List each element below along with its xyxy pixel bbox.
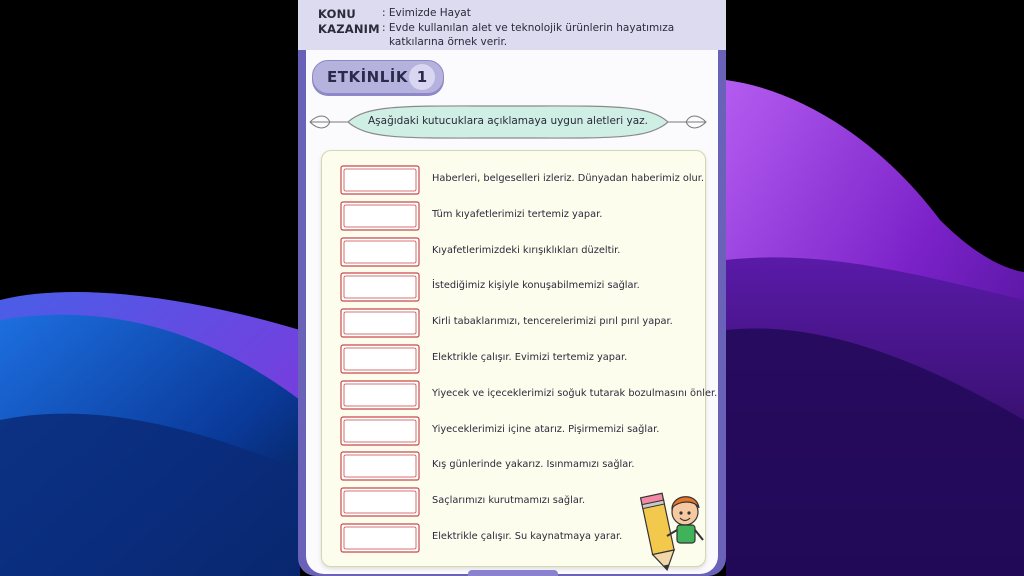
- answer-box[interactable]: [340, 272, 420, 302]
- row-description: Kirli tabaklarımızı, tencerelerimizi pırıl pırıl yapar.: [432, 316, 673, 328]
- activity-badge: [312, 60, 444, 94]
- row-description: Kıyafetlerimizdeki kırışıklıkları düzeltir.: [432, 244, 621, 256]
- worksheet-row: [340, 237, 700, 267]
- row-description: Haberleri, belgeselleri izleriz. Dünyadan haberimiz olur.: [432, 173, 704, 184]
- worksheet-row: [340, 201, 700, 231]
- pencil-kid-icon: [633, 486, 711, 572]
- topic-value: : Evimizde Hayat: [382, 7, 471, 19]
- instruction-text: Aşağıdaki kutucuklara açıklamaya uygun aletleri yaz.: [368, 115, 648, 127]
- answer-box[interactable]: [340, 416, 420, 446]
- row-description: Yiyeceklerimizi içine atarız. Pişirmemizi sağlar.: [432, 423, 660, 435]
- worksheet-row: [340, 165, 704, 195]
- row-description: Elektrikle çalışır. Evimizi tertemiz yapar.: [432, 352, 628, 363]
- worksheet-row: [340, 308, 700, 338]
- worksheet-row: [340, 272, 700, 302]
- answer-box[interactable]: [340, 380, 420, 410]
- activity-label: ETKİNLİK: [327, 68, 408, 86]
- answer-box[interactable]: [340, 237, 420, 267]
- worksheet-row: [340, 451, 700, 481]
- worksheet-row: [340, 380, 718, 410]
- header-band: [298, 0, 726, 50]
- worksheet-page: [298, 0, 726, 576]
- worksheet-row: [340, 416, 700, 446]
- topic-key: KONU: [318, 7, 356, 21]
- row-description: Elektrikle çalışır. Su kaynatmaya yarar.: [432, 531, 623, 542]
- row-description: Kış günlerinde yakarız. Isınmamızı sağlar.: [432, 459, 635, 471]
- answer-box[interactable]: [340, 451, 420, 481]
- row-description: Tüm kıyafetlerimizi tertemiz yapar.: [432, 208, 603, 220]
- row-description: İstediğimiz kişiyle konuşabilmemizi sağlar.: [432, 280, 640, 292]
- instruction-banner: [308, 100, 708, 144]
- answer-box[interactable]: [340, 165, 420, 195]
- goal-value-line1: : Evde kullanılan alet ve teknolojik ürünlerin hayatımıza: [382, 22, 675, 34]
- answer-box[interactable]: [340, 201, 420, 231]
- answer-box[interactable]: [340, 487, 420, 517]
- worksheet-row: [340, 344, 700, 374]
- answer-box[interactable]: [340, 308, 420, 338]
- activity-number: 1: [409, 64, 435, 90]
- row-description: Yiyecek ve içeceklerimizi soğuk tutarak bozulmasını önler.: [432, 387, 718, 399]
- page-tab: [468, 570, 558, 576]
- goal-key: KAZANIM: [318, 22, 380, 36]
- goal-value-line2: katkılarına örnek verir.: [389, 36, 508, 48]
- row-description: Saçlarımızı kurutmamızı sağlar.: [432, 495, 586, 507]
- answer-box[interactable]: [340, 344, 420, 374]
- answer-box[interactable]: [340, 523, 420, 553]
